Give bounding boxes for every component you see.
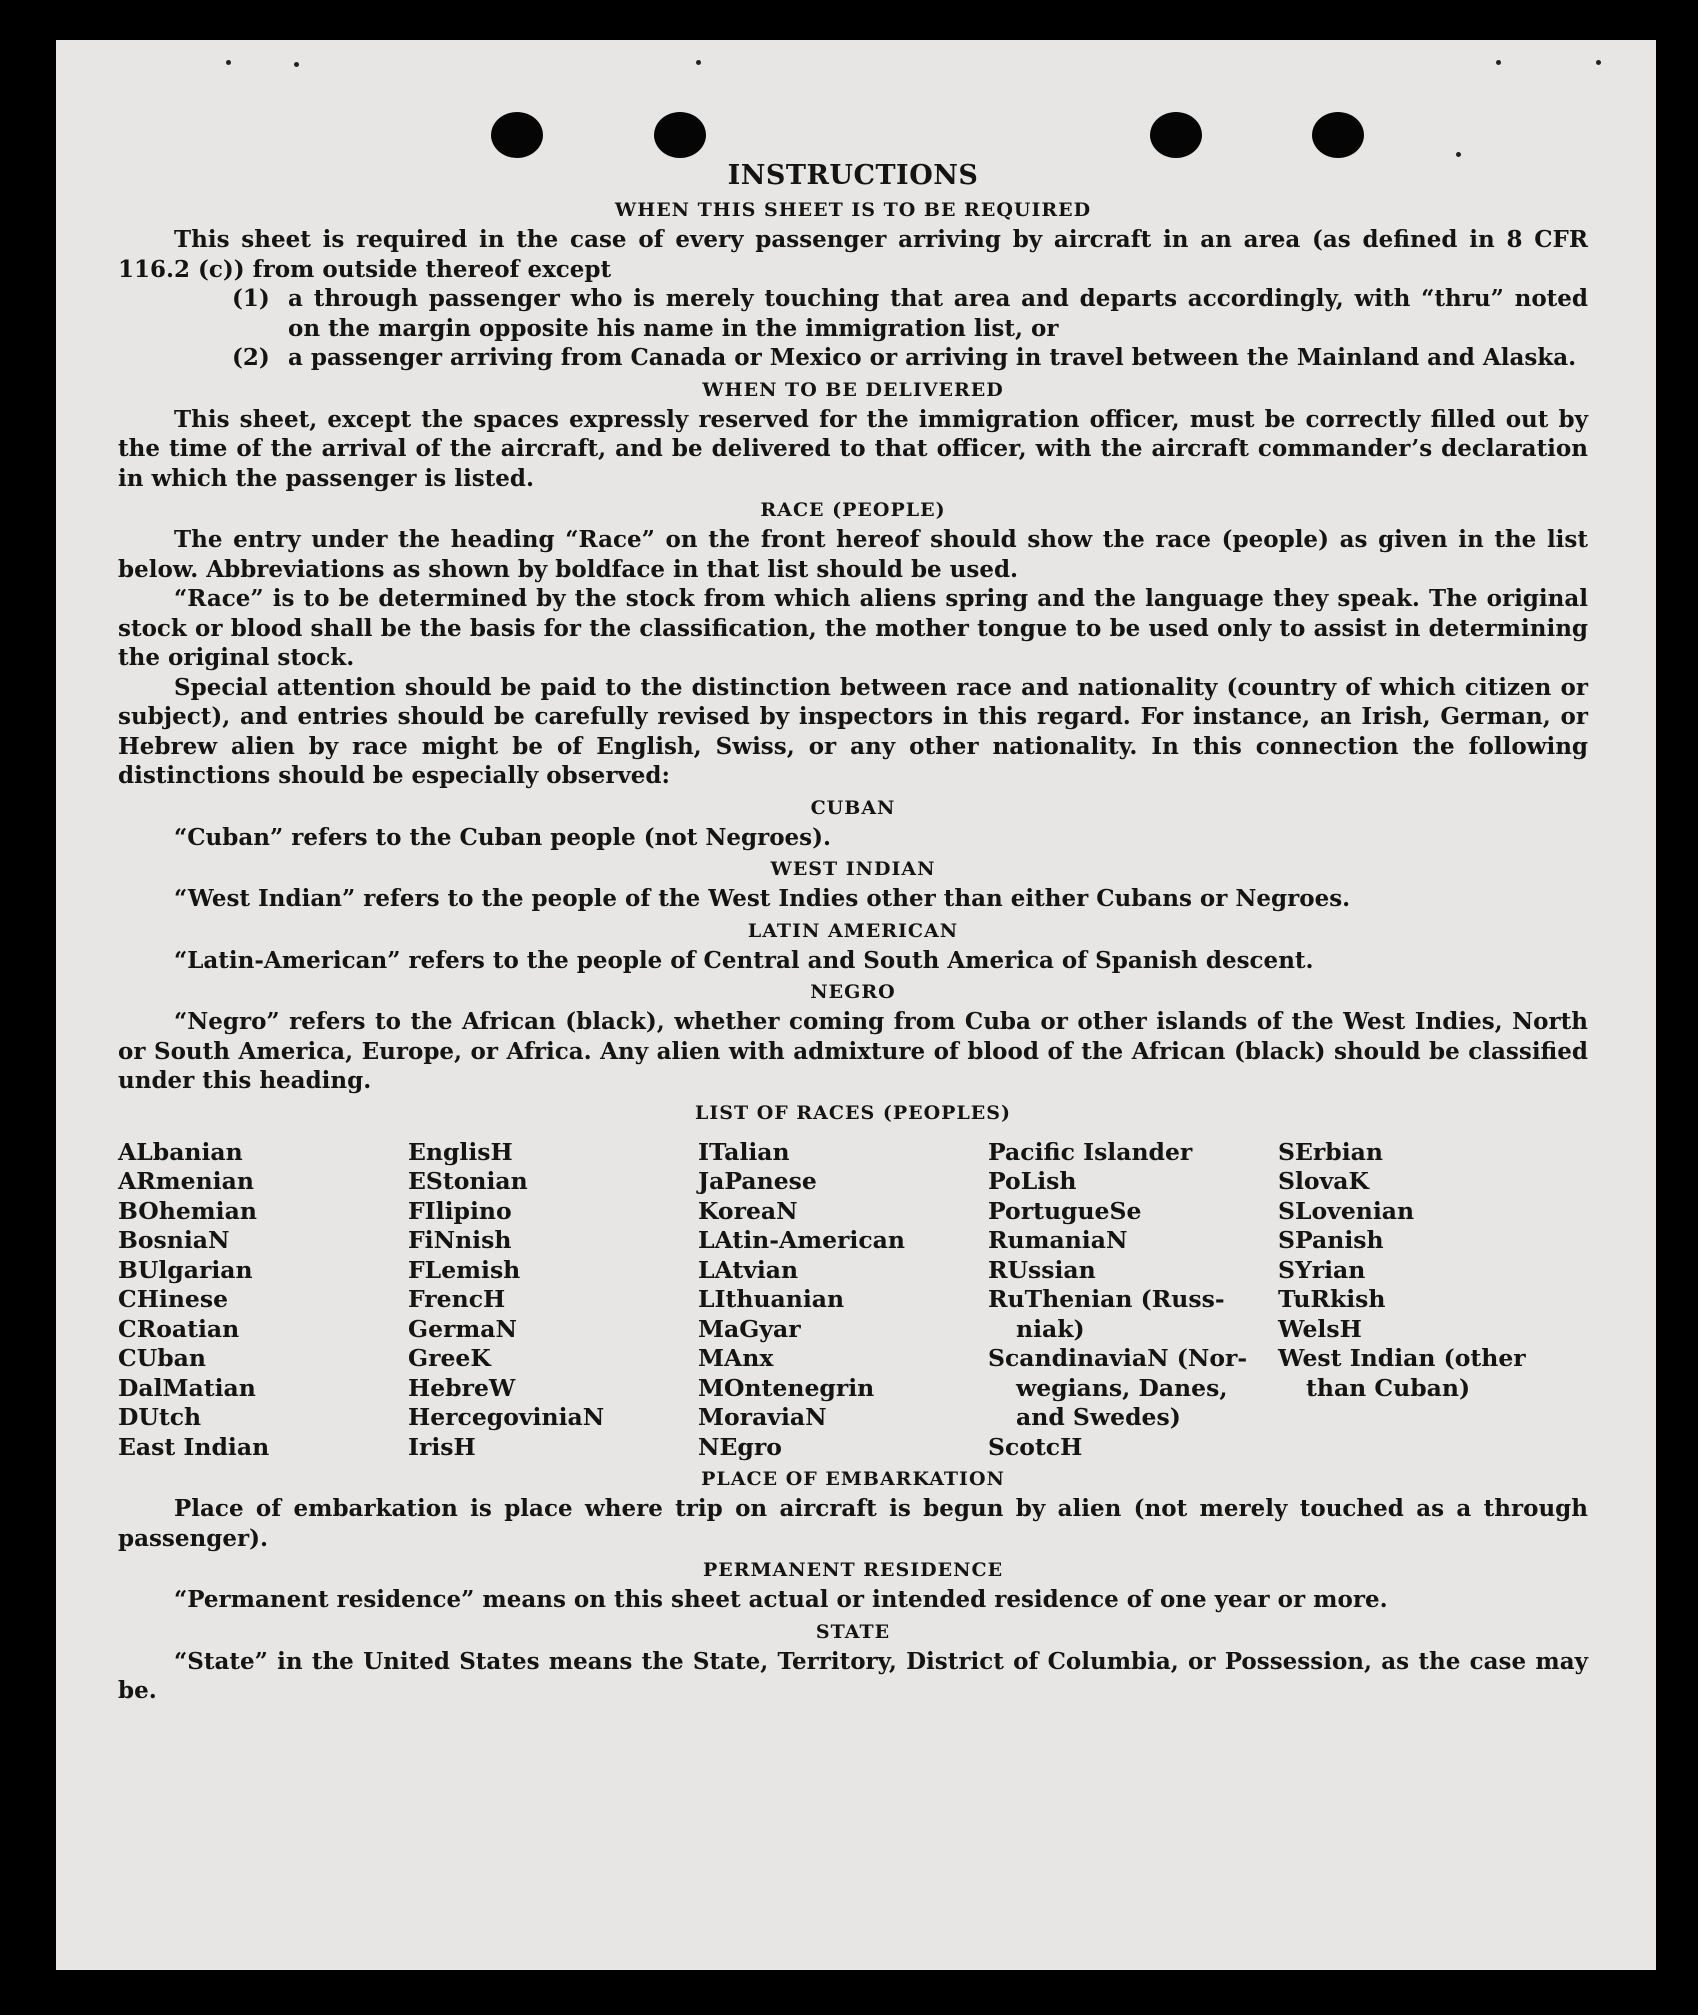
cuban-text: “Cuban” refers to the Cuban people (not Negroes). xyxy=(174,823,832,851)
race-item: KoreaN xyxy=(698,1196,798,1225)
list-item xyxy=(232,343,1588,373)
race-item: ScandinaviaN (Nor- xyxy=(988,1344,1248,1372)
section-heading-delivered: WHEN TO BE DELIVERED xyxy=(702,378,1004,401)
race-item: SlovaK xyxy=(1278,1167,1369,1195)
list-of-races-heading: LIST OF RACES (PEOPLES) xyxy=(695,1101,1011,1124)
race-item: CUban xyxy=(118,1344,206,1372)
latin-american-text: “Latin-American” refers to the people of Central and South America of Spanish descent. xyxy=(174,946,1314,974)
list-item xyxy=(232,284,1588,343)
race-item: SErbian xyxy=(1278,1137,1383,1166)
race-item-continuation: niak) xyxy=(1016,1314,1085,1343)
race-item: JaPanese xyxy=(698,1167,817,1195)
race-item: SLovenian xyxy=(1278,1196,1415,1225)
section-heading-state: STATE xyxy=(815,1620,891,1643)
race-item: ARmenian xyxy=(118,1167,254,1195)
race-item-continuation: than Cuban) xyxy=(1306,1373,1471,1402)
delivered-text: This sheet, except the spaces expressly reserved for the immigration officer, must be correctly filled out by the time of the arrival of the aircraft, and be delivered to that officer, with the aircraft commander’s declaration in which the passenger is listed. xyxy=(118,405,1588,492)
document-page xyxy=(56,40,1656,1970)
race-item: CHinese xyxy=(118,1285,229,1313)
item-text: a through passenger who is merely touching that area and departs accordingly, with “thru” noted on the margin opposite his name in the immigration list, or xyxy=(288,285,1588,342)
races-column xyxy=(988,1138,1278,1463)
race-item: BosniaN xyxy=(118,1226,230,1254)
race-item: MoraviaN xyxy=(698,1403,827,1431)
speck xyxy=(226,60,231,65)
race-item: RuThenian (Russ- xyxy=(988,1285,1225,1313)
section-heading-cuban: CUBAN xyxy=(810,796,896,819)
race-item: FrencH xyxy=(408,1285,506,1313)
race-item: MaGyar xyxy=(698,1314,801,1343)
races-column xyxy=(118,1138,408,1463)
punch-hole xyxy=(491,112,543,158)
state-text: “State” in the United States means the State, Territory, District of Columbia, or Possession, as the case may be. xyxy=(118,1647,1588,1704)
item-number: (1) xyxy=(232,285,270,312)
race-item: West Indian (other xyxy=(1278,1344,1526,1372)
race-item: EnglisH xyxy=(408,1137,513,1166)
section-heading-west-indian: WEST INDIAN xyxy=(770,858,936,880)
race-item: GreeK xyxy=(408,1344,491,1372)
race-paragraph: The entry under the heading “Race” on the front hereof should show the race (people) as given in the list below. Abbreviations as shown by boldface in that list should be used. xyxy=(118,526,1588,583)
race-item: BOhemian xyxy=(118,1196,257,1225)
races-column xyxy=(698,1138,988,1463)
speck xyxy=(1596,60,1601,65)
race-item: SYrian xyxy=(1278,1255,1366,1284)
race-item: SPanish xyxy=(1278,1226,1384,1254)
section-heading-latin-american: LATIN AMERICAN xyxy=(747,919,959,942)
race-item: ScotcH xyxy=(988,1432,1083,1461)
race-item: NEgro xyxy=(698,1432,782,1461)
race-item: GermaN xyxy=(408,1314,517,1343)
race-item: FIlipino xyxy=(408,1196,512,1225)
page-title: INSTRUCTIONS xyxy=(727,160,979,191)
instructions-content xyxy=(118,160,1588,1706)
race-item: LAtin-American xyxy=(698,1226,905,1254)
residence-text: “Permanent residence” means on this sheet actual or intended residence of one year or more. xyxy=(174,1586,1388,1613)
race-item: BUlgarian xyxy=(118,1255,253,1284)
required-intro: This sheet is required in the case of every passenger arriving by aircraft in an area (as defined in 8 CFR 116.2 (c)) from outside thereof except xyxy=(118,226,1588,283)
races-column xyxy=(1278,1138,1568,1463)
punch-hole xyxy=(654,112,706,158)
race-item: DalMatian xyxy=(118,1373,256,1402)
section-heading-negro: NEGRO xyxy=(810,981,896,1003)
race-item: ITalian xyxy=(698,1137,790,1166)
race-item: CRoatian xyxy=(118,1314,240,1343)
race-item: TuRkish xyxy=(1278,1285,1386,1313)
negro-text: “Negro” refers to the African (black), whether coming from Cuba or other islands of the West Indies, North or South America, Europe, or Africa. Any alien with admixture of blood of the African (black) should be classified under this heading. xyxy=(118,1008,1588,1094)
punch-hole xyxy=(1312,112,1364,158)
section-heading-embarkation: PLACE OF EMBARKATION xyxy=(701,1468,1005,1490)
item-number: (2) xyxy=(232,344,270,371)
race-item: RumaniaN xyxy=(988,1226,1128,1254)
race-item: LAtvian xyxy=(698,1255,799,1284)
race-item: Pacific Islander xyxy=(988,1137,1193,1166)
race-item: LIthuanian xyxy=(698,1285,845,1313)
race-item: IrisH xyxy=(408,1432,476,1461)
item-text: a passenger arriving from Canada or Mexico or arriving in travel between the Mainland and Alaska. xyxy=(288,344,1577,371)
race-item: PoLish xyxy=(988,1167,1077,1195)
section-heading-required: WHEN THIS SHEET IS TO BE REQUIRED xyxy=(614,199,1092,221)
speck xyxy=(696,60,701,65)
race-item: PortugueSe xyxy=(988,1196,1142,1225)
race-item: MOntenegrin xyxy=(698,1373,875,1402)
race-item: DUtch xyxy=(118,1403,202,1431)
race-item: EStonian xyxy=(408,1167,528,1195)
race-item: HercegoviniaN xyxy=(408,1403,605,1431)
race-item: MAnx xyxy=(698,1344,774,1372)
race-item-continuation: and Swedes) xyxy=(1016,1403,1181,1431)
races-column xyxy=(408,1138,698,1463)
speck xyxy=(1456,152,1461,157)
races-list xyxy=(118,1138,1588,1463)
race-item: ALbanian xyxy=(118,1137,243,1166)
race-item: RUssian xyxy=(988,1255,1096,1284)
embarkation-text: Place of embarkation is place where trip on aircraft is begun by alien (not merely touched as a through passenger). xyxy=(118,1495,1588,1552)
section-heading-race: RACE (PEOPLE) xyxy=(760,499,946,521)
race-item: HebreW xyxy=(408,1373,516,1402)
speck xyxy=(294,62,299,67)
race-item: FLemish xyxy=(408,1255,521,1284)
race-item: WelsH xyxy=(1278,1314,1362,1343)
speck xyxy=(1496,60,1501,65)
race-item: FiNnish xyxy=(408,1226,512,1254)
race-paragraph: “Race” is to be determined by the stock from which aliens spring and the language they speak. The original stock or blood shall be the basis for the classification, the mother tongue to be used only to assist in determining the original stock. xyxy=(118,585,1588,671)
west-indian-text: “West Indian” refers to the people of the West Indies other than either Cubans or Negroes. xyxy=(174,885,1351,912)
race-item-continuation: wegians, Danes, xyxy=(1016,1373,1228,1402)
race-item: East Indian xyxy=(118,1432,270,1461)
section-heading-residence: PERMANENT RESIDENCE xyxy=(702,1559,1004,1581)
punch-hole xyxy=(1150,112,1202,158)
race-paragraph: Special attention should be paid to the distinction between race and nationality (country of which citizen or subject), and entries should be carefully revised by inspectors in this regard. For instance, an Irish, German, or Hebrew alien by race might be of English, Swiss, or any other nationality. In this connection the following distinctions should be especially observed: xyxy=(118,673,1588,789)
